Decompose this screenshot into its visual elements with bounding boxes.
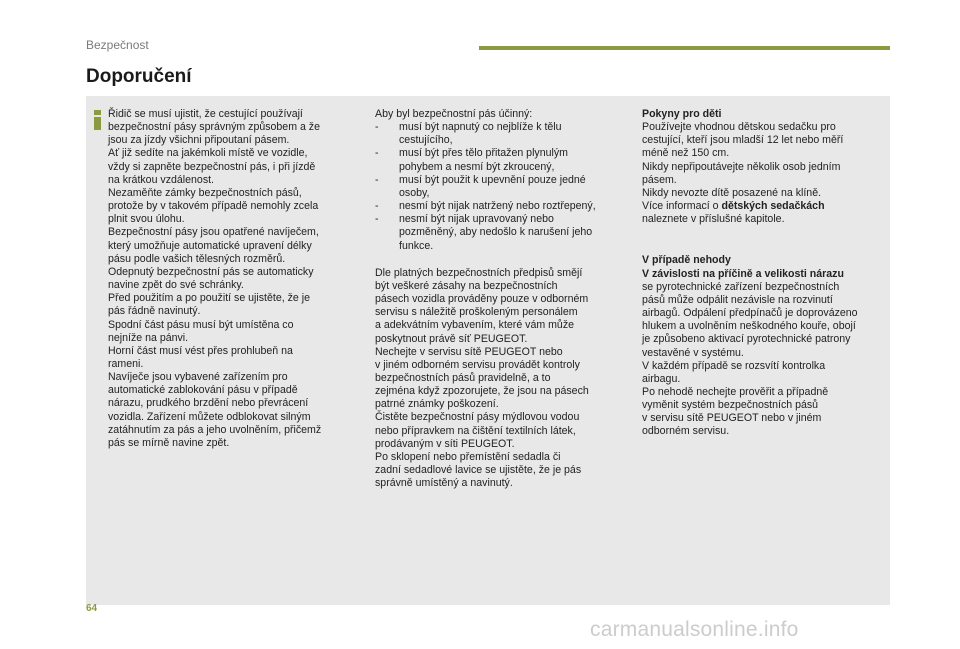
info-icon: [94, 110, 101, 130]
children-text: Používejte vhodnou dětskou sedačku pro cestující, kteří jsou mladší 12 let nebo měří méně než 150 cm. Nikdy nepřipoutávejte několik osob jedním pásem. Nikdy nevozte dítě posazené na klíně.: [642, 121, 844, 199]
info-icon-stem: [94, 117, 101, 130]
page-title: Doporučení: [86, 66, 192, 87]
effectiveness-intro: Aby byl bezpečnostní pás účinný:: [375, 108, 533, 120]
accident-heading-2: V závislosti na příčině a velikosti nárazu: [642, 267, 844, 280]
more-info-link-text: dětských sedačkách: [721, 200, 825, 213]
list-item: - musí být použit k upevnění pouze jedné osoby,: [375, 174, 625, 200]
column-seatbelt-basics: [108, 108, 358, 450]
accident-heading-1: V případě nehody: [642, 254, 731, 267]
more-info-text: Více informací o dětských sedačkách naleznete v příslušné kapitole.: [642, 200, 825, 226]
watermark: carmanualsonline.info: [590, 618, 799, 641]
service-text: Dle platných bezpečnostních předpisů smějí být veškeré zásahy na bezpečnostních pásech vozidla prováděny pouze v odborném servisu s náležitě proškoleným personálem a adekvátním vybavením, které vám může poskytnout právě síť PEUGEOT. Nechejte v servisu sítě PEUGEOT nebo v jiném odborném servisu provádět kontroly bezpečnostních pásů pravidelně, a to zejména když zpozorujete, že jsou na pásech patrné známky poškození. Čistěte bezpečnostní pásy mýdlovou vodou nebo přípravkem na čištění textilních látek, prodávaným v síti PEUGEOT. Po sklopení nebo přemístění sedadla či zadní sedadlové lavice se ujistěte, že je pás správně umístěný a navinutý.: [375, 266, 589, 490]
list-item: - nesmí být nijak upravovaný nebo pozměněný, aby nedošlo k narušení jeho funkce.: [375, 213, 625, 252]
seatbelt-basics-text: Řidič se musí ujistit, že cestující používají bezpečnostní pásy správným způsobem a že jsou za jízdy všichni připoutaní pásem. Ať již sedíte na jakémkoli místě ve vozidle, vždy si zapněte bezpečnostní pás, i při jízdě na krátkou vzdálenost. Nezaměňte zámky bezpečnostních pásů, protože by v takovém případě nemohly zcela plnit svou úlohu. Bezpečnostní pásy jsou opatřené navíječem, který umožňuje automatické upravení délky pásu podle vašich tělesných rozměrů. Odepnutý bezpečnostní pás se automaticky navine zpět do své schránky. Před použitím a po použití se ujistěte, že je pás řádně navinutý. Spodní část pásu musí být umístěna co nejníže na pánvi. Horní část musí vést přes prohlubeň na rameni. Navíječe jsou vybavené zařízením pro automatické zablokování pásu v případě nárazu, prudkého brzdění nebo převrácení vozidla. Zařízení můžete odblokovat silným zatáhnutím za pás a jeho uvolněním, přičemž pás se mírně navine zpět.: [108, 108, 322, 449]
column-seatbelt-effectiveness: [375, 108, 625, 490]
list-item: - musí být přes tělo přitažen plynulým pohybem a nesmí být zkroucený,: [375, 147, 625, 173]
list-item: - musí být napnutý co nejblíže k tělu cestujícího,: [375, 121, 625, 147]
info-icon-dot: [94, 110, 101, 115]
column-children-accident: [642, 108, 887, 439]
header-accent-bar: [479, 46, 890, 50]
children-heading: Pokyny pro děti: [642, 108, 722, 120]
accident-text: se pyrotechnické zařízení bezpečnostních pásů může odpálit nezávisle na rozvinutí airbagů. Odpálení předpínačů je doprovázeno hlukem a uvolněním neškodného kouře, obojí je způsobeno aktivací pyrotechnické patrony vestavěné v systému. V každém případě se rozsvítí kontrolka airbagu. Po nehodě nechejte prověřit a případně vyměnit systém bezpečnostních pásů v servisu sítě PEUGEOT nebo v jiném odborném servisu.: [642, 280, 858, 438]
section-label: Bezpečnost: [86, 38, 149, 52]
page-number: 64: [86, 603, 98, 614]
list-item: - nesmí být nijak natržený nebo roztřepený,: [375, 200, 625, 213]
effectiveness-list: [375, 121, 625, 253]
